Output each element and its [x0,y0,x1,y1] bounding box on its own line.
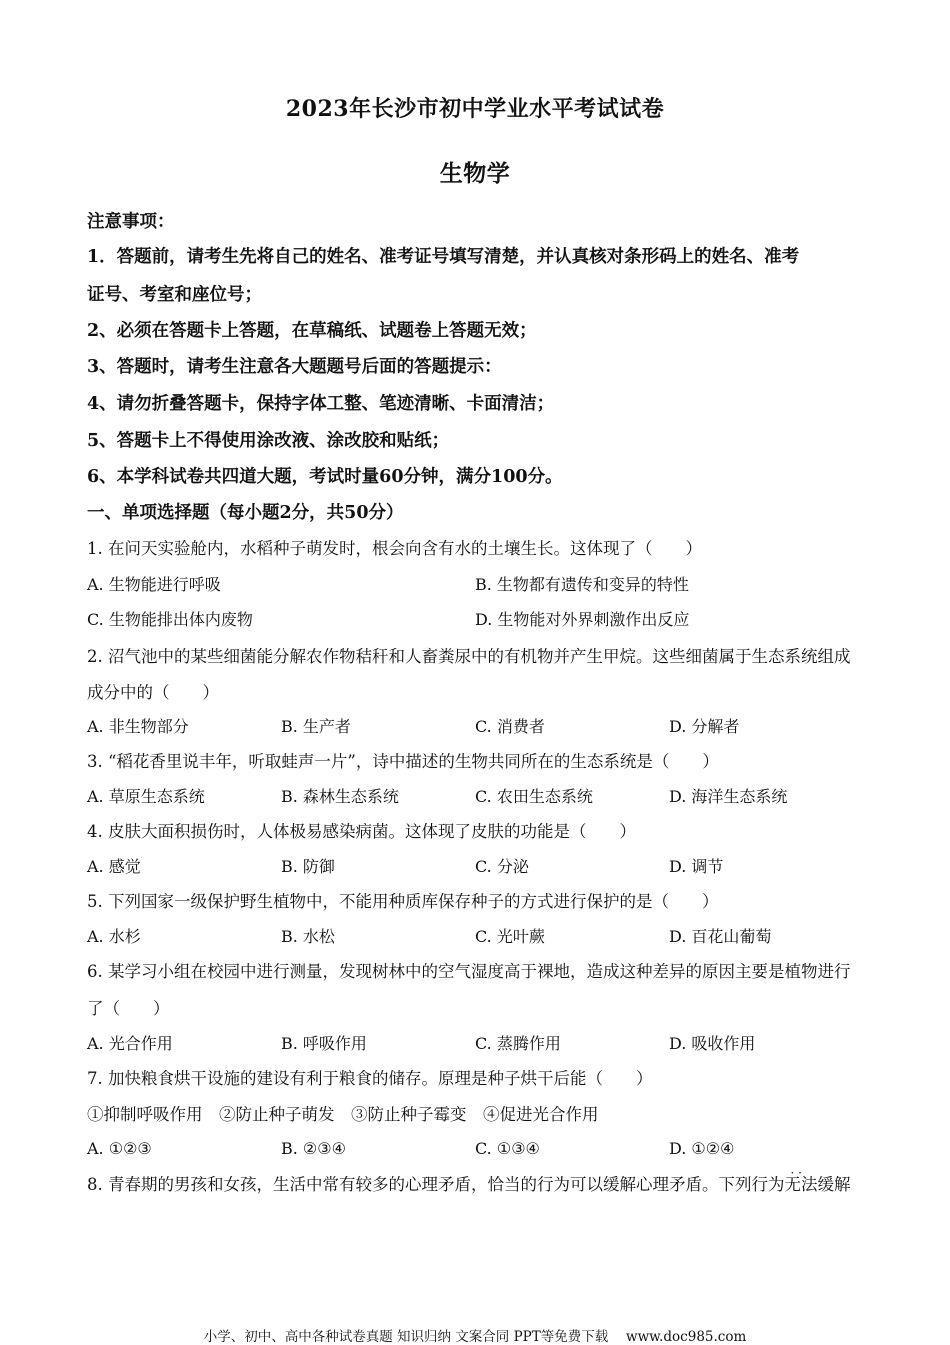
question-stem: 6. 某学习小组在校园中进行测量，发现树林中的空气湿度高于裸地，造成这种差异的原因主要是植物进行 [87,962,851,981]
option-d: D. 生物能对外界刺激作出反应 [475,610,690,629]
question-stem: 1. 在问天实验舱内，水稻种子萌发时，根会向含有水的土壤生长。这体现了（ ） [87,539,702,558]
question-stem: 5. 下列国家一级保护野生植物中，不能用种质库保存种子的方式进行保护的是（ ） [87,892,719,911]
option-d: D. 吸收作用 [669,1034,756,1053]
option-a: A. 光合作用 [87,1034,173,1053]
option-a: A. 水杉 [87,927,141,946]
footer-text: 小学、初中、高中各种试卷真题 知识归纳 文案合同 PPT等免费下载 www.doc985.com [203,1329,747,1345]
exam-title: 2023年长沙市初中学业水平考试试卷 [285,96,665,122]
option-b: B. 防御 [281,857,335,876]
option-d: D. 百花山葡萄 [669,927,772,946]
question-stem: 7. 加快粮食烘干设施的建设有利于粮食的储存。原理是种子烘干后能（ ） [87,1069,653,1088]
question-stem: 3. “稻花香里说丰年，听取蛙声一片”，诗中描述的生物共同所在的生态系统是（ ） [87,752,719,771]
notice-item: 2、必须在答题卡上答题，在草稿纸、试题卷上答题无效； [87,321,537,341]
section-heading: 一、单项选择题（每小题2分，共50分） [87,503,404,523]
option-b: B. 水松 [281,927,335,946]
notice-item: 证号、考室和座位号； [87,285,262,305]
question-statements: ①抑制呼吸作用 ②防止种子萌发 ③防止种子霉变 ④促进光合作用 [87,1105,599,1124]
question-stem: 成分中的（ ） [87,683,219,702]
option-a: A. ①②③ [87,1139,152,1158]
notice-item: 3、答题时，请考生注意各大题题号后面的答题提示： [87,357,502,377]
option-d: D. ①②④ [669,1139,735,1158]
option-c: C. 蒸腾作用 [475,1034,561,1053]
question-stem [87,1175,867,1195]
option-c: C. 光叶蕨 [475,927,545,946]
notice-item: 6、本学科试卷共四道大题，考试时量60分钟，满分100分。 [87,467,563,487]
option-c: C. 农田生态系统 [475,787,593,806]
option-d: D. 分解者 [669,717,740,736]
option-d: D. 调节 [669,857,724,876]
question-stem-text: 8. 青春期的男孩和女孩，生活中常有较多的心理矛盾，恰当的行为可以缓解心理矛盾。下列行为 [87,1175,785,1194]
option-c: C. 消费者 [475,717,545,736]
notice-heading: 注意事项： [87,212,175,232]
question-stem: 4. 皮肤大面积损伤时，人体极易感染病菌。这体现了皮肤的功能是（ ） [87,822,636,841]
option-b: B. 呼吸作用 [281,1034,367,1053]
option-d: D. 海洋生态系统 [669,787,788,806]
option-c: C. 分泌 [475,857,529,876]
option-b: B. ②③④ [281,1139,346,1158]
option-a: A. 非生物部分 [87,717,189,736]
notice-item: 1．答题前，请考生先将自己的姓名、准考证号填写清楚，并认真核对条形码上的姓名、准考 [87,247,800,267]
option-b: B. 生产者 [281,717,351,736]
option-a: A. 感觉 [87,857,141,876]
notice-item: 4、请勿折叠答题卡，保持字体工整、笔迹清晰、卡面清洁； [87,394,555,414]
question-stem: 2. 沼气池中的某些细菌能分解农作物秸秆和人畜粪尿中的有机物并产生甲烷。这些细菌属于生态系统组成 [87,647,851,666]
subject-title: 生物学 [439,160,511,187]
option-b: B. 森林生态系统 [281,787,399,806]
option-a: A. 生物能进行呼吸 [87,575,221,594]
option-c: C. ①③④ [475,1139,540,1158]
option-b: B. 生物都有遗传和变异的特性 [475,575,689,594]
emphasized-word: · · 无法 [785,1175,818,1194]
question-stem-tail: 缓解 [817,1175,851,1194]
option-c: C. 生物能排出体内废物 [87,610,253,629]
notice-item: 5、答题卡上不得使用涂改液、涂改胶和贴纸； [87,431,450,451]
option-a: A. 草原生态系统 [87,787,205,806]
question-stem: 了（ ） [87,999,170,1018]
